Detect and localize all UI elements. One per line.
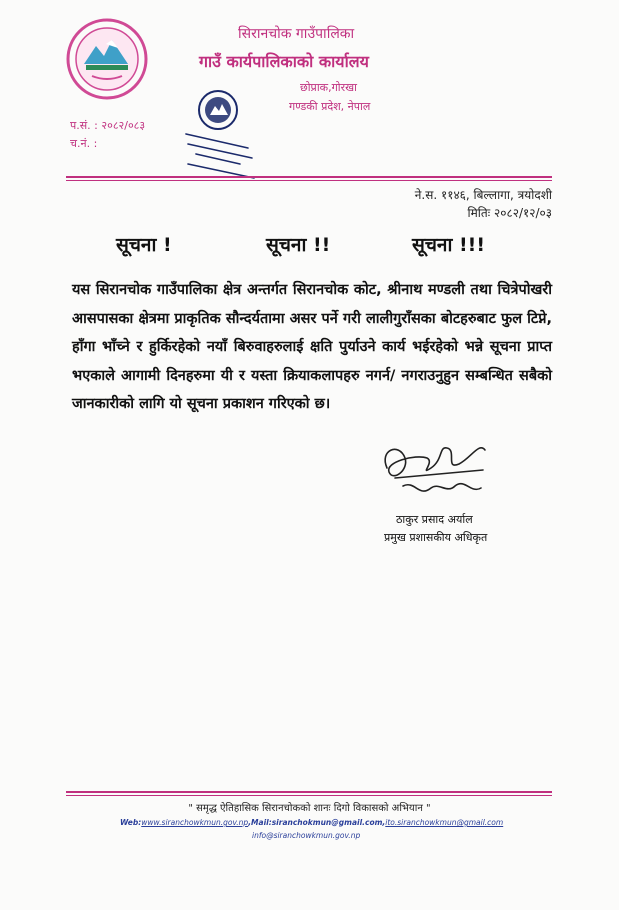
officer-title: प्रमुख प्रशासकीय अधिकृत [384, 531, 488, 544]
office-province: गण्डकी प्रदेश, नेपाल [289, 100, 371, 113]
dispatch-number: च.नं. : [70, 137, 98, 150]
notice-heading-2: सूचना !! [266, 234, 331, 256]
notice-heading-3: सूचना !!! [412, 234, 485, 256]
footer-divider [66, 791, 552, 793]
info-email-link[interactable]: info@siranchowkmun.gov.np [252, 831, 361, 840]
mail-text: ,Mail:siranchokmun@gmail.com, [248, 818, 386, 827]
handwritten-signature-icon [375, 428, 505, 512]
footer-contact-line [120, 818, 503, 827]
footer-divider-thin [66, 795, 552, 796]
letter-date: मितिः २०८२/१२/०३ [467, 206, 552, 220]
reference-number: प.सं. : २०८२/०८३ [70, 119, 146, 132]
web-label: Web: [120, 818, 142, 827]
officer-name: ठाकुर प्रसाद अर्याल [396, 513, 473, 526]
notice-heading-1: सूचना ! [116, 234, 172, 256]
office-name: गाउँ कार्यपालिकाको कार्यालय [199, 52, 369, 71]
footer-slogan: " समृद्ध ऐतिहासिक सिरानचोकको शानः दिगो विकासको अभियान " [188, 803, 431, 814]
municipality-logo-icon [66, 18, 148, 100]
nepal-sambat-date: ने.स. ११४६, बिल्लागा, त्रयोदशी [414, 188, 552, 202]
ito-email-link[interactable]: ito.siranchowkmun@gmail.com [385, 818, 504, 827]
office-location: छोप्राक,गोरखा [300, 81, 358, 94]
notice-body: यस सिरानचोक गाउँपालिका क्षेत्र अन्तर्गत सिरानचोक कोट, श्रीनाथ मण्डली तथा चित्रेपोखरी आसपासका क्षेत्रमा प्राकृतिक सौन्दर्यतामा असर पर्ने गरी लालीगुराँसका बोटहरुबाट फुल टिप्ने, हाँगा भाँच्ने र हुर्किरहेको नयाँ बिरुवाहरुलाई क्षति पुर्याउने कार्य भईरहेको भन्ने सूचना प्राप्त भएकाले आगामी दिनहरुमा यी र यस्ता क्रियाकलापहरु नगर्न/ नगराउनुहुन सम्बन्धित सबैको जानकारीको लागि यो सूचना प्रकाशन गरिएको छ। [72, 282, 552, 412]
office-stamp-icon [178, 84, 273, 184]
header-divider-thin [66, 180, 552, 181]
header-divider [66, 176, 552, 178]
website-link[interactable]: www.siranchowkmun.gov.np [141, 818, 249, 827]
municipality-name: सिरानचोक गाउँपालिका [238, 26, 355, 42]
